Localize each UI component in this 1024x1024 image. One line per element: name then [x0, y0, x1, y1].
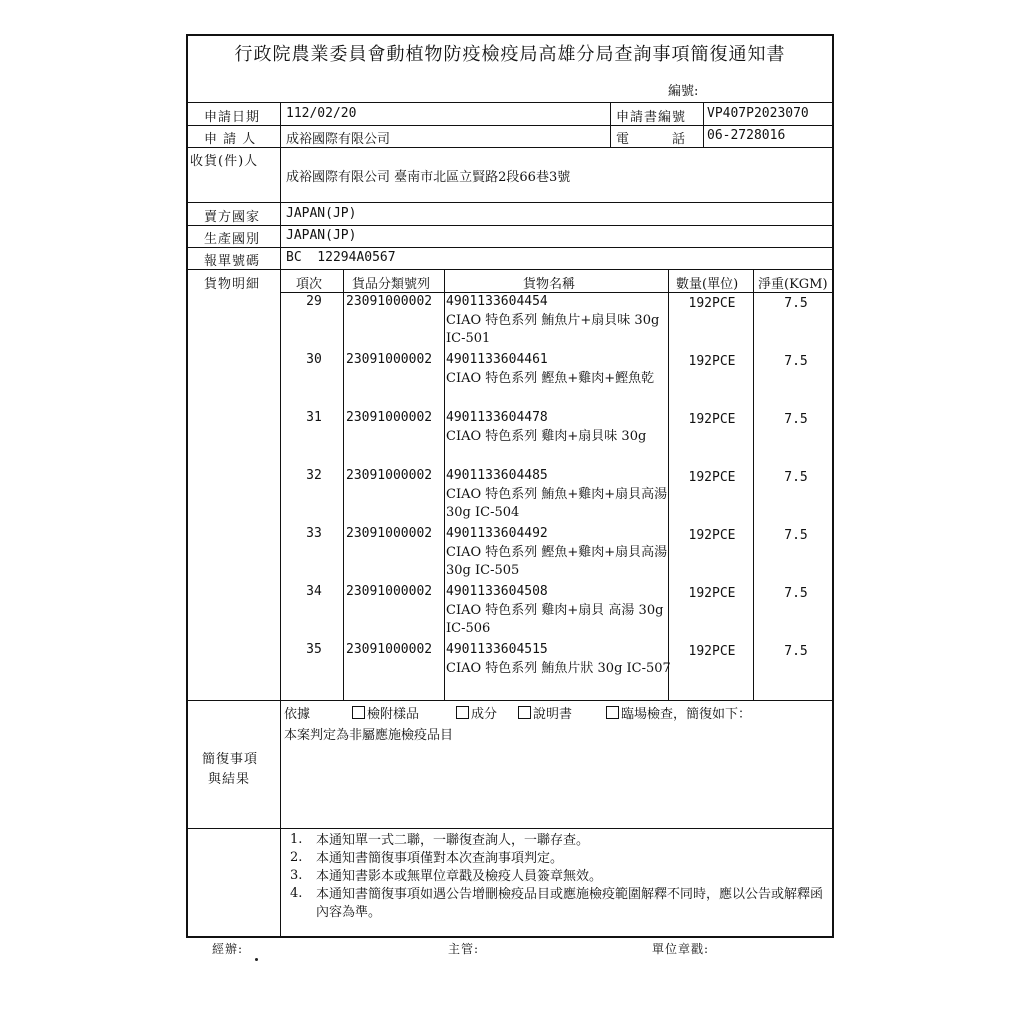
item-hs-code: 23091000002 — [346, 294, 433, 309]
rule-row1 — [188, 125, 834, 126]
rule-label-col — [280, 102, 281, 828]
item-quantity: 192PCE — [688, 586, 736, 601]
col-quantity: 數量(單位) — [676, 277, 739, 292]
rule-consignee — [188, 202, 834, 203]
checkbox-sample — [352, 706, 365, 719]
item-no: 33 — [306, 526, 322, 541]
item-barcode: 4901133604485 — [446, 468, 548, 483]
item-hs-code: 23091000002 — [346, 526, 433, 541]
goods-section-label: 貨物明細 — [204, 277, 261, 292]
item-net-weight: 7.5 — [784, 528, 808, 543]
apply-date-label: 申請日期 — [204, 110, 261, 125]
scan-speck — [255, 958, 258, 961]
note-number: 3. — [290, 868, 303, 883]
item-hs-code: 23091000002 — [346, 584, 433, 599]
item-barcode: 4901133604508 — [446, 584, 548, 599]
option-ingredients: 成分 — [456, 703, 497, 722]
consignee-label: 收貨(件)人 — [190, 154, 259, 169]
item-net-weight: 7.5 — [784, 296, 808, 311]
applicant-value: 成裕國際有限公司 — [286, 132, 391, 147]
item-barcode: 4901133604461 — [446, 352, 548, 367]
origin-country-value: JAPAN(JP) — [286, 228, 357, 243]
item-barcode: 4901133604454 — [446, 294, 548, 309]
rule-header — [188, 102, 834, 103]
item-quantity: 192PCE — [688, 296, 736, 311]
phone-label: 電 話 — [616, 132, 687, 147]
serial-label: 編號: — [668, 84, 699, 99]
reply-section-label-1: 簡復事項 — [202, 752, 259, 767]
item-name: CIAO 特色系列 雞肉+扇貝味 30g — [446, 429, 647, 444]
rule-origin — [188, 247, 834, 248]
declaration-label: 報單號碼 — [204, 254, 261, 269]
col-item-no: 項次 — [296, 277, 323, 292]
seller-country-value: JAPAN(JP) — [286, 206, 357, 221]
document-title: 行政院農業委員會動植物防疫檢疫局高雄分局查詢事項簡復通知書 — [234, 44, 786, 65]
form-no-label: 申請書編號 — [616, 110, 687, 125]
rule-row2 — [188, 147, 834, 148]
rule-itemno-col — [343, 269, 344, 700]
note-text: 本通知書影本或無單位章戳及檢疫人員簽章無效。 — [316, 869, 603, 884]
item-no: 31 — [306, 410, 322, 425]
checkbox-ingredients — [456, 706, 469, 719]
item-net-weight: 7.5 — [784, 354, 808, 369]
item-hs-code: 23091000002 — [346, 468, 433, 483]
item-no: 30 — [306, 352, 322, 367]
rule-hs-col — [444, 269, 445, 700]
consignee-value: 成裕國際有限公司 臺南市北區立賢路2段66巷3號 — [286, 170, 571, 185]
rule-declaration — [188, 269, 834, 270]
note-number: 1. — [290, 832, 303, 847]
rule-formno-col — [610, 102, 611, 147]
item-quantity: 192PCE — [688, 470, 736, 485]
note-text: 本通知單一式二聯，一聯復查詢人，一聯存查。 — [316, 833, 590, 848]
item-name: CIAO 特色系列 鮪魚片狀 30g IC-507 — [446, 661, 671, 676]
item-name: CIAO 特色系列 鰹魚+雞肉+鰹魚乾 — [446, 371, 655, 386]
phone-value: 06-2728016 — [707, 128, 786, 143]
item-quantity: 192PCE — [688, 354, 736, 369]
item-name: CIAO 特色系列 鮪魚片+扇貝味 30g IC-501 — [446, 313, 660, 346]
rule-seller — [188, 225, 834, 226]
note-number: 2. — [290, 850, 303, 865]
supervisor-label: 主管: — [448, 942, 480, 956]
col-hs-code: 貨品分類號列 — [352, 277, 431, 292]
item-net-weight: 7.5 — [784, 412, 808, 427]
item-no: 29 — [306, 294, 322, 309]
rule-goods-header — [280, 292, 834, 293]
notice-form — [186, 34, 834, 938]
applicant-label: 申 請 人 — [204, 132, 257, 147]
item-net-weight: 7.5 — [784, 586, 808, 601]
col-goods-name: 貨物名稱 — [523, 277, 576, 292]
unit-seal-label: 單位章戳: — [652, 942, 710, 956]
rule-reply-end — [188, 828, 834, 829]
item-hs-code: 23091000002 — [346, 352, 433, 367]
item-name: CIAO 特色系列 鮪魚+雞肉+扇貝高湯 30g IC-504 — [446, 487, 668, 520]
item-quantity: 192PCE — [688, 528, 736, 543]
item-quantity: 192PCE — [688, 412, 736, 427]
apply-date-value: 112/02/20 — [286, 106, 357, 121]
item-no: 32 — [306, 468, 322, 483]
item-net-weight: 7.5 — [784, 644, 808, 659]
checkbox-manual — [518, 706, 531, 719]
note-text: 本通知書簡復事項如遇公告增刪檢疫品目或應施檢疫範圍解釋不同時，應以公告或解釋函內容為準。 — [316, 887, 824, 920]
reply-section-label-2: 與結果 — [208, 772, 251, 787]
reply-basis-label: 依據 — [284, 707, 311, 722]
item-name: CIAO 特色系列 鰹魚+雞肉+扇貝高湯 30g IC-505 — [446, 545, 668, 578]
option-sample: 檢附樣品 — [352, 703, 419, 722]
col-net-weight: 淨重(KGM) — [758, 277, 828, 292]
checkbox-onsite-inspection — [606, 706, 619, 719]
note-number: 4. — [290, 886, 303, 901]
item-hs-code: 23091000002 — [346, 410, 433, 425]
item-barcode: 4901133604478 — [446, 410, 548, 425]
reply-result: 本案判定為非屬應施檢疫品目 — [284, 728, 454, 743]
origin-country-label: 生產國別 — [204, 232, 261, 247]
rule-formno-val-col — [703, 102, 704, 147]
seller-country-label: 賣方國家 — [204, 210, 261, 225]
form-no-value: VP407P2023070 — [707, 106, 809, 121]
handler-label: 經辦: — [212, 942, 244, 956]
item-no: 34 — [306, 584, 322, 599]
item-barcode: 4901133604492 — [446, 526, 548, 541]
item-hs-code: 23091000002 — [346, 642, 433, 657]
option-manual: 說明書 — [518, 703, 572, 722]
item-name: CIAO 特色系列 雞肉+扇貝 高湯 30g IC-506 — [446, 603, 664, 636]
item-net-weight: 7.5 — [784, 470, 808, 485]
note-text: 本通知書簡復事項僅對本次查詢事項判定。 — [316, 851, 564, 866]
item-barcode: 4901133604515 — [446, 642, 548, 657]
item-no: 35 — [306, 642, 322, 657]
rule-goods-end — [188, 700, 834, 701]
item-quantity: 192PCE — [688, 644, 736, 659]
declaration-value: BC 12294A0567 — [286, 250, 396, 265]
option-onsite-inspection: 臨場檢查，簡復如下： — [606, 703, 751, 722]
rule-notes-col — [280, 828, 281, 938]
